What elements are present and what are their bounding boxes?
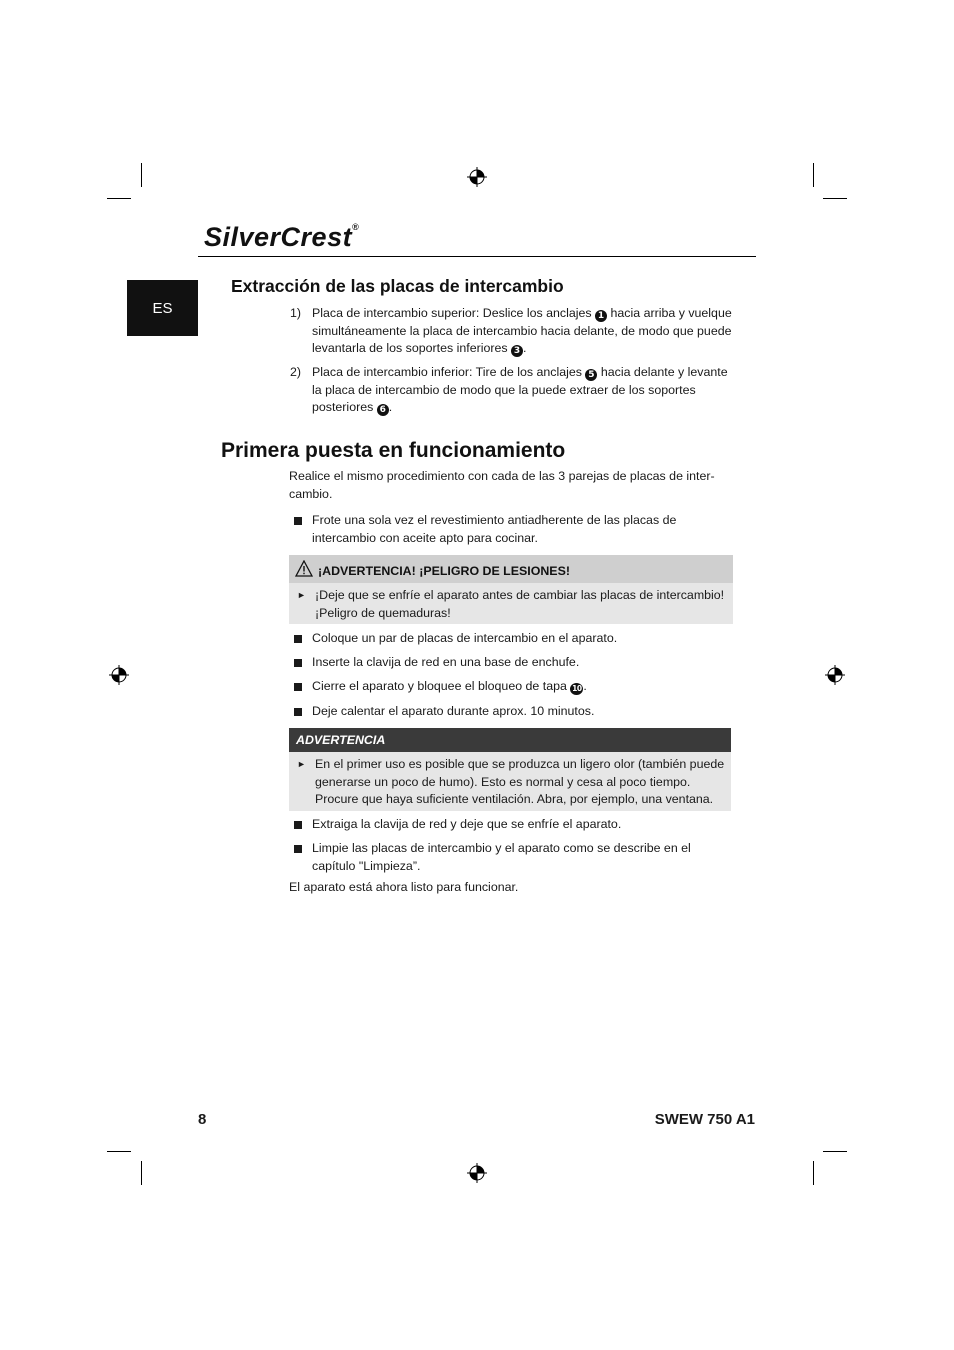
crop-mark — [141, 163, 142, 187]
list-item: Frote una sola vez el revestimiento antiadherente de las placas de intercambio con aceite apto para cocinar. — [294, 512, 734, 547]
reference-number-icon: 6 — [377, 404, 389, 416]
reference-number-icon: 1 — [595, 310, 607, 322]
language-tab: ES — [127, 280, 198, 336]
list-item: 2) Placa de intercambio inferior: Tire de los anclajes 5 hacia delante y levante la placa de intercambio de modo que la puede extraer de los soportes posteriores 6 . — [290, 365, 728, 416]
warning-triangle-icon — [295, 560, 313, 577]
warning-title: ¡ADVERTENCIA! ¡PELIGRO DE LESIONES! — [318, 564, 570, 578]
crop-mark — [107, 198, 131, 199]
registration-mark-icon — [467, 1163, 487, 1183]
brand-logo: SilverCrest® — [204, 222, 360, 252]
reference-number-icon: 5 — [585, 369, 597, 381]
reference-number-icon: 10 — [572, 684, 582, 693]
square-bullet-icon — [294, 635, 302, 643]
list-item: Deje calentar el aparato durante aprox. 10 minutos. — [294, 703, 734, 721]
square-bullet-icon — [294, 517, 302, 525]
section-heading-first-use: Primera puesta en funcionamiento — [221, 439, 566, 462]
square-bullet-icon — [294, 821, 302, 829]
closing-paragraph: El aparato está ahora listo para funcionar. — [289, 880, 519, 894]
reference-number-icon: 3 — [511, 345, 523, 357]
list-item: ► ¡Deje que se enfríe el aparato antes de cambiar las placas de intercambio! ¡Peligro de quemaduras! — [297, 588, 725, 620]
registration-mark-icon — [825, 665, 845, 685]
crop-mark — [107, 1151, 131, 1152]
crop-mark — [141, 1161, 142, 1185]
crop-mark — [823, 198, 847, 199]
warning-box — [289, 555, 733, 624]
square-bullet-icon — [294, 708, 302, 716]
crop-mark — [823, 1151, 847, 1152]
list-item: 1) Placa de intercambio superior: Deslice los anclajes 1 hacia arriba y vuelque simultáneamente la placa de intercambio hacia delante, de modo que puede levantarla de los soportes inferiores 3 . — [290, 306, 732, 357]
crop-mark — [813, 1161, 814, 1185]
warning-header — [289, 555, 733, 583]
crop-mark — [813, 163, 814, 187]
registration-mark-icon — [109, 665, 129, 685]
square-bullet-icon — [294, 845, 302, 853]
list-item: Limpie las placas de intercambio y el aparato como se describe en el capítulo "Limpieza”. — [294, 840, 734, 875]
list-item: Extraiga la clavija de red y deje que se enfríe el aparato. — [294, 816, 734, 834]
note-box — [289, 728, 731, 811]
list-item: ► En el primer uso es posible que se produzca un ligero olor (también puede generarse un poco de humo). Esto es normal y cesa al poco tiempo. Procure que haya suficiente ventilación. Abra, por ejemplo, una ventana. — [297, 757, 725, 807]
model-number: SWEW 750 A1 — [654, 1111, 755, 1128]
note-title: ADVERTENCIA — [296, 733, 386, 747]
list-item: Coloque un par de placas de intercambio en el aparato. — [294, 630, 734, 648]
header-rule — [198, 256, 756, 257]
list-item: Inserte la clavija de red en una base de enchufe. — [294, 654, 734, 672]
intro-paragraph: Realice el mismo procedimiento con cada de las 3 parejas de placas de inter-cambio. — [289, 469, 715, 501]
square-bullet-icon — [294, 659, 302, 667]
arrow-bullet-icon: ► — [297, 590, 306, 600]
note-header — [289, 728, 731, 752]
square-bullet-icon — [294, 683, 302, 691]
section-heading-removal: Extracción de las placas de intercambio — [231, 276, 564, 296]
list-item: Cierre el aparato y bloquee el bloqueo de tapa 10 . — [294, 678, 734, 696]
arrow-bullet-icon: ► — [297, 759, 306, 769]
registration-mark-icon — [467, 167, 487, 187]
page-number: 8 — [198, 1111, 207, 1128]
